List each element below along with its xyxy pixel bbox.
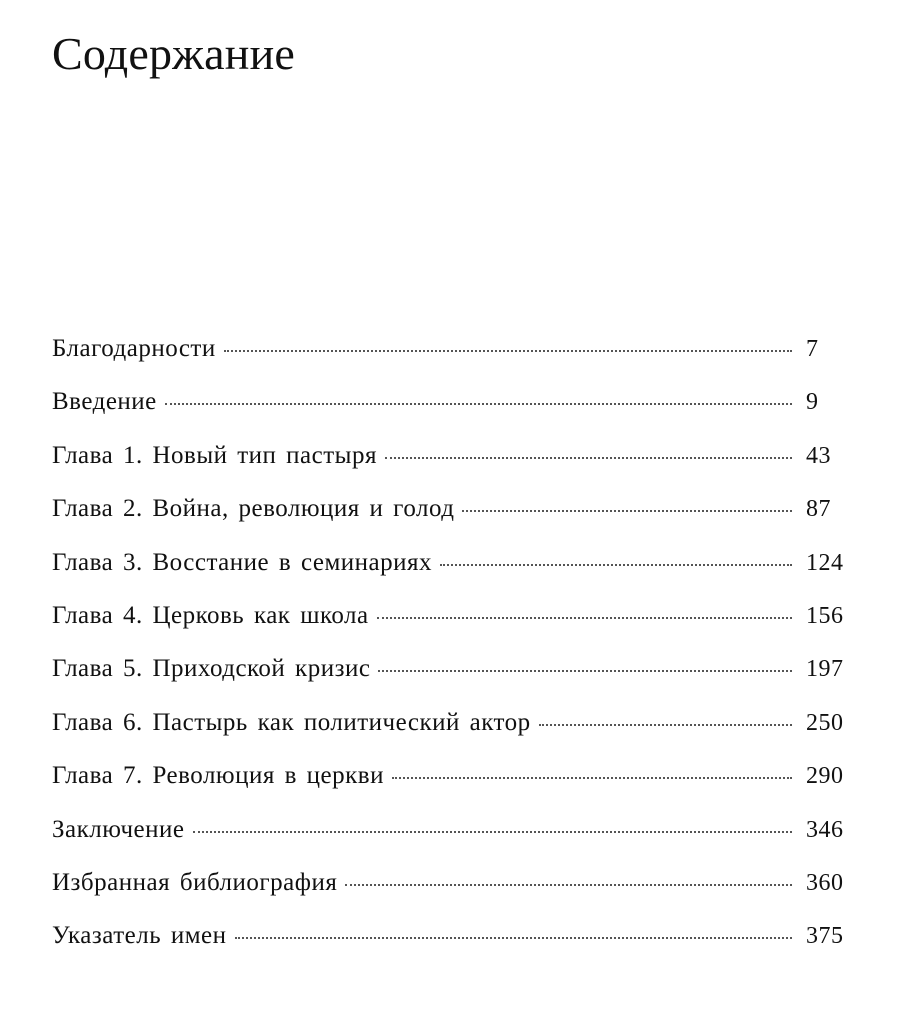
dot-leader — [377, 617, 792, 619]
toc-entry-page: 156 — [806, 602, 844, 629]
dot-leader — [440, 564, 792, 566]
toc-entry — [52, 648, 852, 701]
dot-leader — [224, 350, 792, 352]
dot-leader — [193, 831, 793, 833]
toc-entry-title: Введение — [52, 388, 157, 416]
toc-entry-page: 43 — [806, 442, 831, 469]
toc-entry — [52, 755, 852, 808]
toc-entry — [52, 595, 852, 648]
toc-entry-title: Глава 5. Приходской кризис — [52, 655, 371, 683]
dot-leader — [345, 884, 792, 886]
toc-entry-page: 360 — [806, 869, 844, 896]
toc-entry-title: Глава 2. Война, революция и голод — [52, 495, 455, 523]
toc-entry-title: Глава 4. Церковь как школа — [52, 601, 369, 629]
toc-entry-title: Заключение — [52, 815, 185, 843]
toc-entry-title: Благодарности — [52, 335, 216, 362]
toc-entry-title: Глава 1. Новый тип пастыря — [52, 441, 377, 469]
toc-entry-page: 250 — [806, 709, 844, 736]
toc-entry-title: Указатель имен — [52, 922, 227, 950]
dot-leader — [385, 457, 792, 459]
toc-list — [52, 328, 852, 969]
toc-entry-page: 87 — [806, 496, 831, 523]
page-title: Содержание — [52, 28, 296, 79]
toc-entry — [52, 862, 852, 915]
toc-entry-title: Глава 7. Революция в церкви — [52, 762, 384, 790]
toc-entry — [52, 488, 852, 541]
toc-entry-page: 197 — [806, 656, 844, 683]
dot-leader — [165, 403, 792, 405]
dot-leader — [378, 670, 792, 672]
toc-entry — [52, 435, 852, 488]
toc-entry-page: 9 — [806, 389, 819, 416]
toc-entry-page: 290 — [806, 763, 844, 790]
toc-entry — [52, 809, 852, 862]
toc-entry-title: Глава 3. Восстание в семинариях — [52, 548, 432, 576]
toc-entry — [52, 702, 852, 755]
dot-leader — [235, 937, 792, 939]
toc-entry-title: Избранная библиография — [52, 868, 338, 896]
dot-leader — [539, 724, 792, 726]
toc-entry — [52, 915, 852, 968]
toc-entry-page: 346 — [806, 816, 844, 843]
dot-leader — [392, 777, 792, 779]
toc-entry — [52, 328, 852, 381]
toc-entry-title: Глава 6. Пастырь как политический актор — [52, 708, 531, 736]
dot-leader — [462, 510, 792, 512]
toc-entry-page: 124 — [806, 549, 844, 576]
toc-entry-page: 7 — [806, 336, 819, 362]
toc-entry — [52, 381, 852, 434]
toc-entry — [52, 542, 852, 595]
toc-entry-page: 375 — [806, 923, 844, 950]
